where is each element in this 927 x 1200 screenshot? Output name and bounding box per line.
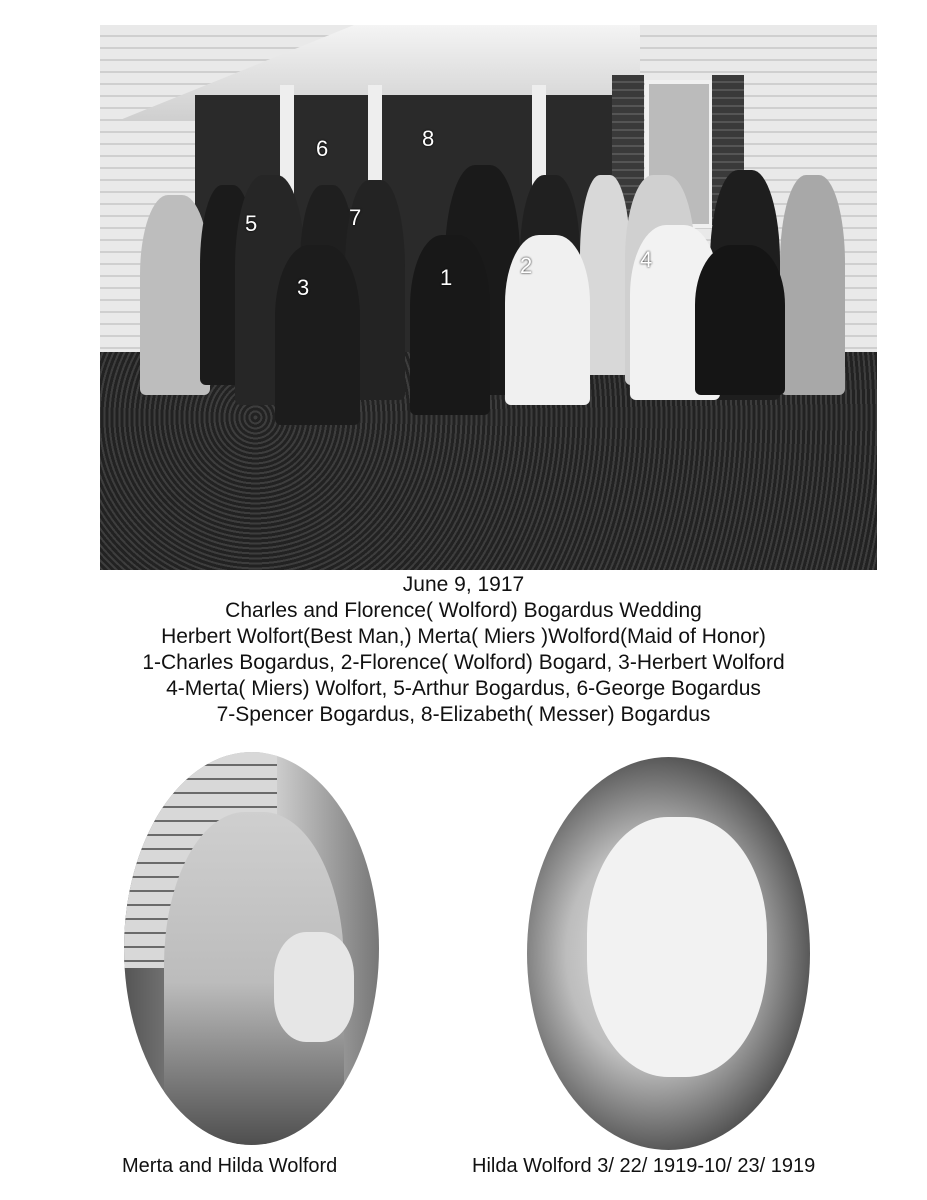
caption-wedding-party: Herbert Wolfort(Best Man,) Merta( Miers )Wolford(Maid of Honor) bbox=[161, 625, 766, 648]
caption-names-line-2: 4-Merta( Miers) Wolfort, 5-Arthur Bogardus, 6-George Bogardus bbox=[166, 677, 761, 700]
person-figure bbox=[505, 235, 590, 405]
person-figure bbox=[410, 235, 490, 415]
caption-title: Charles and Florence( Wolford) Bogardus Wedding bbox=[225, 599, 702, 622]
person-marker-8: 8 bbox=[422, 126, 435, 151]
wedding-group-photo bbox=[100, 25, 877, 570]
wedding-caption bbox=[0, 572, 927, 728]
person-marker-7: 7 bbox=[349, 205, 362, 230]
left-photo-caption: Merta and Hilda Wolford bbox=[122, 1155, 338, 1177]
person-marker-2: 2 bbox=[520, 253, 533, 278]
baby-figure bbox=[587, 817, 767, 1077]
person-figure bbox=[695, 245, 785, 395]
right-photo-caption: Hilda Wolford 3/ 22/ 1919-10/ 23/ 1919 bbox=[472, 1155, 816, 1177]
person-figure bbox=[780, 175, 845, 395]
caption-names-line-3: 7-Spencer Bogardus, 8-Elizabeth( Messer) Bogardus bbox=[216, 703, 711, 726]
mother-and-baby-photo bbox=[124, 752, 379, 1145]
person-figure bbox=[275, 245, 360, 425]
caption-names-line-1: 1-Charles Bogardus, 2-Florence( Wolford) Bogard, 3-Herbert Wolford bbox=[142, 651, 785, 674]
person-marker-4: 4 bbox=[640, 247, 653, 272]
person-marker-3: 3 bbox=[297, 275, 310, 300]
caption-date: June 9, 1917 bbox=[402, 573, 525, 596]
baby-portrait-photo bbox=[527, 757, 810, 1150]
baby-figure bbox=[274, 932, 354, 1042]
person-marker-6: 6 bbox=[316, 136, 329, 161]
person-marker-5: 5 bbox=[245, 211, 258, 236]
person-marker-1: 1 bbox=[440, 265, 453, 290]
